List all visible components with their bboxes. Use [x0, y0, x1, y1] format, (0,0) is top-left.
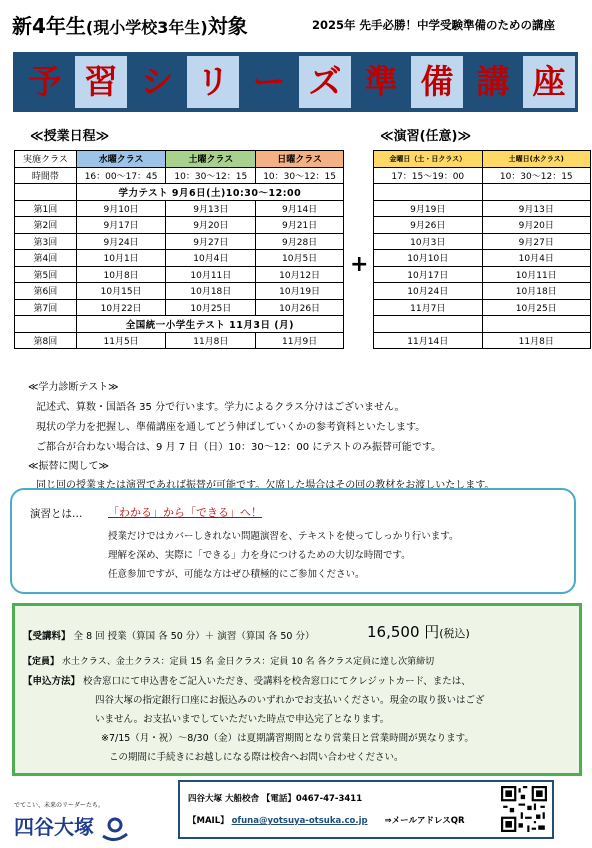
table-cell: 16：00～17：45: [76, 167, 166, 184]
table-row: [15, 217, 344, 234]
banner-char: 準: [364, 62, 398, 101]
table-cell: 10月4日: [482, 250, 590, 267]
diagnostic-heading: ≪学力診断テスト≫: [28, 382, 119, 393]
table-cell: [374, 316, 483, 333]
table-cell: [15, 184, 77, 201]
capacity-label: 【定員】: [23, 657, 60, 667]
table-row: [15, 283, 344, 300]
table-row: [15, 151, 344, 168]
diagnostic-note: 記述式、算数・国語各 35 分で行います。学力によるクラス分けはございません。: [36, 402, 405, 413]
logo-mark-icon: [101, 816, 129, 842]
table-cell: 9月28日: [256, 233, 344, 250]
table-row: [374, 299, 591, 316]
practice-table: [373, 150, 591, 349]
row-label: 第6回: [15, 283, 77, 300]
lessons-heading: ≪授業日程≫: [30, 129, 110, 144]
table-row: [15, 233, 344, 250]
table-row: [374, 266, 591, 283]
fee-tax: (税込): [439, 627, 470, 640]
row-label: 時間帯: [15, 167, 77, 184]
fee-label: 【受講料】: [23, 631, 71, 642]
banner-char: ズ: [299, 56, 351, 108]
apply-note: ※7/15（月・祝）～8/30（金）は夏期講習期間となり営業日と営業時間が異なります。: [101, 733, 474, 744]
row-label: 第4回: [15, 250, 77, 267]
fee-amount-row: [367, 621, 470, 642]
banner-char: 座: [523, 56, 575, 108]
test-row: 学力テスト 9月6日(土)10:30～12:00: [76, 184, 343, 201]
table-row: [374, 233, 591, 250]
title-suffix: 対象: [207, 14, 248, 38]
table-row: [15, 316, 344, 333]
table-cell: 11月7日: [374, 299, 483, 316]
practice-heading: ≪演習(任意)≫: [380, 129, 472, 144]
test-row: 全国統一小学生テスト 11月3日 (月): [76, 316, 343, 333]
table-row: [374, 167, 591, 184]
fee-text: 全 8 回 授業（算国 各 50 分）＋ 演習（算国 各 50 分）: [73, 631, 315, 642]
capacity-row: [23, 654, 434, 667]
row-label: 第2回: [15, 217, 77, 234]
table-cell: 9月13日: [166, 200, 256, 217]
row-label: 第7回: [15, 299, 77, 316]
table-row: [15, 200, 344, 217]
table-row: [374, 217, 591, 234]
table-row: [374, 200, 591, 217]
fee-amount: 16,500 円: [367, 623, 440, 641]
table-cell: 9月19日: [374, 200, 483, 217]
table-cell: 9月20日: [482, 217, 590, 234]
banner-char: ー: [252, 62, 286, 101]
header-cell: 実施クラス: [15, 151, 77, 168]
transfer-note-underlined: 同じ回の授業または演習であれば振替が可能です。: [36, 480, 266, 491]
header-cell: 土曜日(水クラス): [482, 151, 590, 168]
table-cell: [482, 316, 590, 333]
banner-char: 習: [75, 56, 127, 108]
page-subtitle: 2025年 先手必勝！中学受験準備のための講座: [312, 18, 556, 32]
explainer-text: 授業だけではカバーしきれない問題演習を、テキストを使ってしっかり行います。: [108, 531, 459, 542]
transfer-heading: ≪振替に関して≫: [28, 461, 109, 472]
table-row: [374, 283, 591, 300]
table-cell: 9月21日: [256, 217, 344, 234]
logo-text: 四谷大塚: [14, 815, 94, 839]
practice-explainer-box: [10, 488, 576, 594]
table-cell: 9月14日: [256, 200, 344, 217]
diagnostic-note: ご都合が合わない場合は、9 月 7 日（日）10：30～12：00 にテストのみ振替可能です。: [36, 442, 442, 453]
fee-row: [23, 628, 314, 642]
apply-text: 四谷大塚の指定銀行口座にお振込みのいずれかでお支払いください。現金の取り扱いはござ: [95, 695, 485, 706]
header-cell: 金曜日（土・日クラス）: [374, 151, 483, 168]
title-paren: (現小学校3年生): [85, 18, 208, 37]
apply-note: この期間に手続きにお越しになる際は校舎へお問い合わせください。: [109, 752, 404, 763]
row-label: 第5回: [15, 266, 77, 283]
plus-sign: +: [350, 252, 369, 277]
header-cell: 日曜クラス: [256, 151, 344, 168]
table-row: [15, 299, 344, 316]
table-cell: 10：30～12：15: [166, 167, 256, 184]
table-cell: [482, 184, 590, 201]
table-row: [15, 332, 344, 349]
table-cell: 9月27日: [166, 233, 256, 250]
table-cell: 9月27日: [482, 233, 590, 250]
title-prefix: 新4年生: [12, 14, 86, 38]
table-cell: 10月4日: [166, 250, 256, 267]
table-cell: 10月11日: [166, 266, 256, 283]
banner-char: 備: [411, 56, 463, 108]
logo: [14, 811, 129, 842]
table-row: [374, 332, 591, 349]
table-row: [15, 266, 344, 283]
table-cell: 10月25日: [482, 299, 590, 316]
course-banner: [13, 52, 578, 112]
table-row: [15, 167, 344, 184]
explainer-text: 任意参加ですが、可能な方はぜひ積極的にご参加ください。: [108, 569, 365, 580]
banner-char: リ: [187, 56, 239, 108]
table-cell: 10：30～12：15: [256, 167, 344, 184]
explainer-text: 理解を深め、実際に「できる」力を身につけるための大切な時間です。: [108, 550, 411, 561]
table-row: [374, 316, 591, 333]
table-cell: 10月1日: [76, 250, 166, 267]
table-cell: 10月17日: [374, 266, 483, 283]
mail-link[interactable]: ofuna@yotsuya-otsuka.co.jp: [231, 816, 368, 826]
transfer-note-rest: 欠席した場合はその回の教材をお渡しいたします。: [265, 480, 495, 491]
table-cell: [374, 184, 483, 201]
capacity-text: 水土クラス、金土クラス：定員 15 名 金日クラス：定員 10 名 各クラス定員に達し次第締切: [61, 657, 435, 667]
table-row: [15, 250, 344, 267]
enrollment-info-box: [12, 603, 582, 776]
table-cell: 10月15日: [76, 283, 166, 300]
table-cell: 9月20日: [166, 217, 256, 234]
table-cell: 9月10日: [76, 200, 166, 217]
apply-row: [23, 673, 471, 687]
table-cell: 11月9日: [256, 332, 344, 349]
table-cell: 10月18日: [166, 283, 256, 300]
table-cell: 17：15～19：00: [374, 167, 483, 184]
table-cell: 10月11日: [482, 266, 590, 283]
table-cell: 10月22日: [76, 299, 166, 316]
table-cell: 9月26日: [374, 217, 483, 234]
header-cell: 水曜クラス: [76, 151, 166, 168]
table-cell: [15, 316, 77, 333]
table-cell: 10：30～12：15: [482, 167, 590, 184]
banner-char: 予: [28, 62, 62, 101]
row-label: 第8回: [15, 332, 77, 349]
banner-char: 講: [476, 62, 510, 101]
school-contact: 四谷大塚 大船校舎 【電話】0467-47-3411: [188, 794, 363, 804]
diagnostic-note: 現状の学力を把握し、準備講座を通してどう伸ばしていくかの参考資料といたします。: [36, 422, 426, 433]
table-cell: 10月5日: [256, 250, 344, 267]
table-cell: 10月25日: [166, 299, 256, 316]
mail-label: 【MAIL】: [188, 816, 229, 826]
qr-code-icon[interactable]: [501, 786, 547, 832]
table-cell: 9月13日: [482, 200, 590, 217]
table-cell: 10月24日: [374, 283, 483, 300]
apply-label: 【申込方法】: [23, 676, 81, 687]
table-cell: 11月14日: [374, 332, 483, 349]
page-title: [12, 10, 248, 39]
explainer-catchphrase: 「わかる」から「できる」へ！: [108, 506, 262, 519]
table-cell: 11月8日: [482, 332, 590, 349]
table-cell: 10月12日: [256, 266, 344, 283]
table-row: [374, 184, 591, 201]
mail-row: [188, 814, 465, 826]
table-row: [374, 250, 591, 267]
table-row: [374, 151, 591, 168]
table-cell: 11月8日: [166, 332, 256, 349]
table-cell: 10月10日: [374, 250, 483, 267]
table-cell: 10月18日: [482, 283, 590, 300]
table-cell: 10月8日: [76, 266, 166, 283]
logo-tagline: でてこい、未来のリーダーたち。: [14, 802, 105, 809]
header-cell: 土曜クラス: [166, 151, 256, 168]
banner-char: シ: [140, 62, 174, 101]
explainer-label: 演習とは…: [30, 508, 83, 520]
apply-text: いません。お支払いまでしていただいた時点で申込完了となります。: [95, 714, 390, 725]
apply-text: 校舎窓口にて申込書をご記入いただき、受講料を校舎窓口にてクレジットカード、または、: [83, 676, 471, 687]
table-cell: 10月3日: [374, 233, 483, 250]
table-row: [15, 184, 344, 201]
table-cell: 11月5日: [76, 332, 166, 349]
row-label: 第1回: [15, 200, 77, 217]
contact-box: [178, 780, 554, 839]
table-cell: 9月17日: [76, 217, 166, 234]
qr-label: ⇒メールアドレスQR: [384, 816, 465, 826]
row-label: 第3回: [15, 233, 77, 250]
table-cell: 9月24日: [76, 233, 166, 250]
table-cell: 10月19日: [256, 283, 344, 300]
lessons-table: [14, 150, 344, 349]
table-cell: 10月26日: [256, 299, 344, 316]
